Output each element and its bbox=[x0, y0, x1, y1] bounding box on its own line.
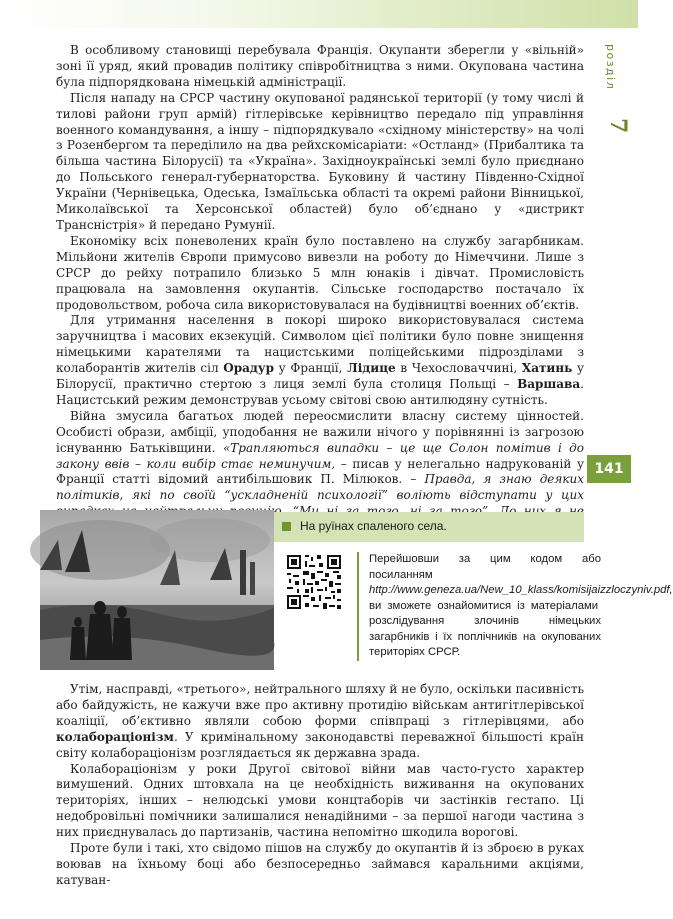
lower-text bbox=[56, 682, 584, 889]
upper-text bbox=[56, 43, 584, 536]
text-run: в Чехословаччині, bbox=[395, 361, 522, 376]
quote: «Трапляються випадки – це ще Солон помітив і до закону ввів – коли вибір стає неминучим, bbox=[56, 440, 584, 471]
text-run: . Нацистський режим демонстрував усьому світові свою антилюдяну сутність. bbox=[56, 377, 584, 407]
text-run: Для утримання населення в покорі широко використовувалася система заручництва і масових екзекуцій. Символом цієї політики було повне знищення німецькими карателями та нацистськими поліцейськими підрозділами з колаборантів жителів сіл bbox=[56, 313, 584, 376]
text-run: Утім, насправді, «третього», нейтрального шляху й не було, оскільки пасивність або байдужість, не кажучи вже про активну протидію військам антигітлерівської коаліції, об’єктивно являли собою форми співпраці з гітлерівцями, або bbox=[56, 682, 584, 728]
village-khatyn: Хатинь bbox=[521, 361, 573, 376]
ruins-photo bbox=[40, 510, 274, 670]
paragraph: Економіку всіх поневолених країн було поставлено на службу загарбникам. Мільйони жителів Європи примусово вивезли на роботу до Німеччини. Лише з СРСР до рейху потрапило близько 5 млн юнаків і дівчат. Промисловість працювала на замовлення окупантів. Сільське господарство постачало їх продовольством, робоча сила використовувалася на будівництві военних об’єктів. bbox=[56, 233, 584, 312]
text-run: . У кримінальному законодавстві переважної більшості країн світу колабораціонізм розглядається як державна зрада. bbox=[56, 729, 584, 760]
paragraph: В особливому становищі перебувала Франція. Окупанти зберегли у «вільній» зоні її уряд, який провадив політику співробітництва з ними. Окупована частина була підпорядкована німецькій адміністрації. bbox=[56, 43, 584, 89]
term-collaborationism: колабораціонізм bbox=[56, 729, 174, 744]
paragraph bbox=[56, 682, 584, 762]
qr-description bbox=[357, 552, 673, 661]
text-run: у Білорусії, практично стертою з лиця землі була столиця Польщі – bbox=[56, 361, 585, 392]
page-number: 141 bbox=[587, 455, 631, 483]
paragraph bbox=[56, 313, 584, 408]
caption-text: На руїнах спаленого села. bbox=[300, 519, 447, 533]
paragraph: Колабораціонізм у роки Другої світової війни мав часто-густо характер вимушений. Одних штовхала на це необхідність виживання на окупованих територіях, інших – нелюдські умови концтаборів чи застінків гестапо. Ці недобровільні помічники залишалися ненадійними – за першої нагоди частина з них приєднувалась до партизанів, частина непомітно шкодила ворогові. bbox=[56, 761, 584, 840]
text-run: – писав у нелегально надрукованій у Франції статті відомий антибільшовик П. Мілюков. – bbox=[56, 456, 585, 487]
section-label: розділ bbox=[604, 44, 617, 91]
text-run: Війна змусила багатьох людей переосмислити власну систему цінностей. Особисті образи, амбіції, уподобання не важили нічого у порівнянні із загрозою існуванню Батьківщини. bbox=[56, 408, 584, 455]
qr-code-icon[interactable] bbox=[285, 553, 343, 611]
village-oradour: Орадур bbox=[223, 361, 274, 376]
section-tab bbox=[606, 40, 632, 140]
text-run: ви зможете ознайомитися із матеріалами розслідування злочинів німецьких загарбників і їх поплічників на окупованих територіях СРСР. bbox=[369, 599, 601, 658]
caption-marker bbox=[282, 522, 291, 531]
figure-caption bbox=[274, 512, 584, 542]
city-warsaw: Варшава bbox=[517, 377, 581, 392]
quote: Правда, я знаю деяких політиків, які по своїй “ускладненій психології” воліють відступати у цих bbox=[56, 472, 585, 503]
text-run: Перейшовши за цим кодом або посиланням bbox=[369, 553, 601, 581]
header-band bbox=[0, 0, 638, 28]
link-url[interactable]: http://www.geneza.ua/New_10_klass/komisijaizzloczyniv.pdf, bbox=[369, 584, 673, 596]
text-run: у Франції, bbox=[273, 361, 348, 376]
village-lidice: Лідице bbox=[347, 361, 396, 376]
paragraph: Після нападу на СРСР частину окупованої радянської території (у тому числі й тилові райони груп армій) гітлерівське керівництво передало під управління военного командування, а іншу – підпорядкувало «східному міністерству» на чолі з Розенбергом та переділило на два рейхскомісаріати: «Остланд» (Прибалтика та більша частина Білорусії) та «Україна». Західноукраїнські землі було приєднано до Польського генерал-губернаторства. Буковину й частину Південно-Східної України (Чернівецька, Одеська, Ізмаїльська області та окремі райони Вінницької, Миколаївської та Херсонської областей) було об’єднано у «дистрикт Трансністрія» й передано Румунії. bbox=[56, 90, 584, 232]
paragraph: Проте були і такі, хто свідомо пішов на службу до окупантів й із зброєю в руках воював на їхньому боці або безпосередньо займався каральними акціями, катуван- bbox=[56, 841, 584, 887]
section-number: 7 bbox=[605, 118, 631, 134]
